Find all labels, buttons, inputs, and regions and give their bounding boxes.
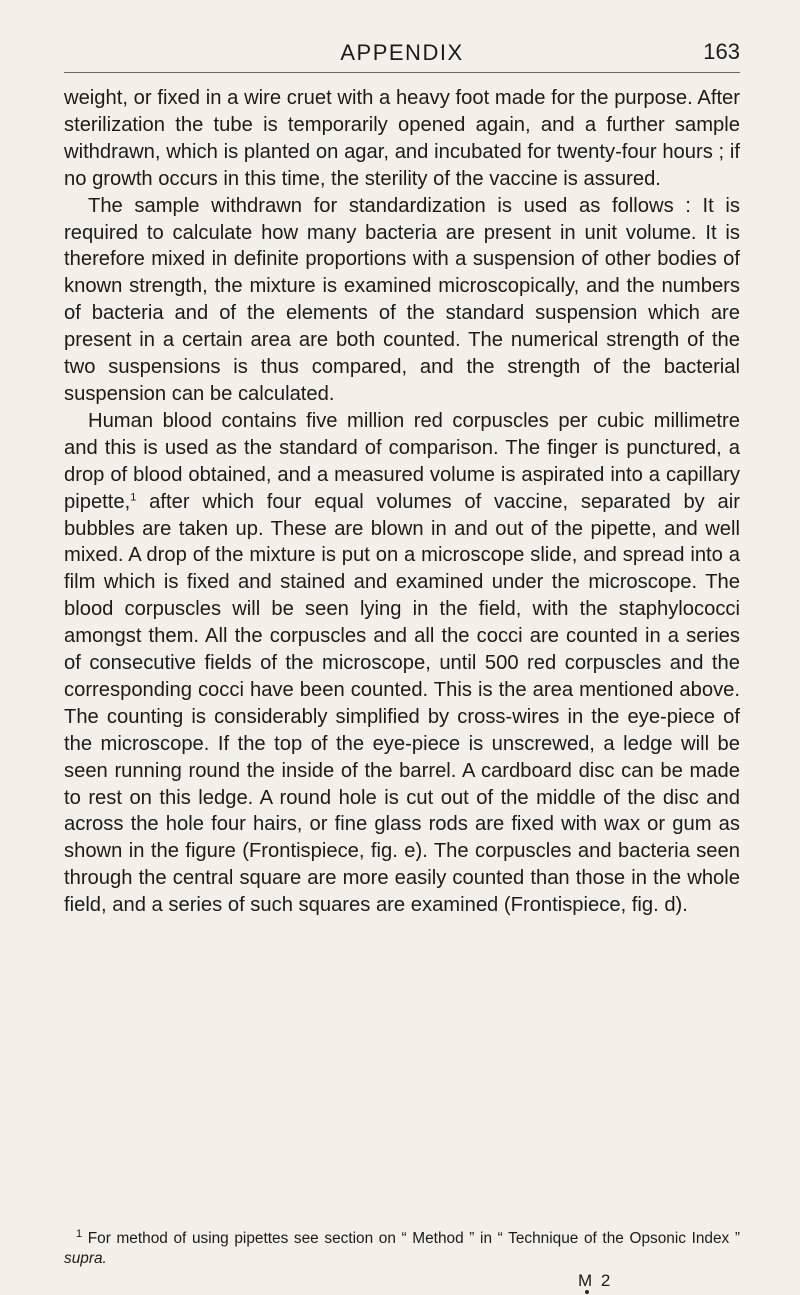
footnote: [64, 1229, 740, 1269]
footnote-reference: 1: [130, 490, 137, 503]
footnote-marker: 1: [76, 1227, 83, 1240]
footnote-text: For method of using pipettes see section on “ Method ” in “ Technique of the Opsonic Index ”: [82, 1230, 740, 1247]
ink-dot: [585, 1290, 589, 1294]
page-header: [64, 36, 740, 73]
paragraph-1: weight, or fixed in a wire cruet with a heavy foot made for the purpose. After sterilization the tube is temporarily opened again, and a further sample withdrawn, which is planted on agar, and incubated for twenty-four hours ; if no growth occurs in this time, the sterility of the vaccine is assured.: [64, 87, 740, 190]
paragraph-3-part-1: Human blood contains five million red corpuscles per cubic millimetre and this is used as the standard of comparison. The finger is punctured, a drop of blood obtained, and a measured volume is aspirated into a capillary pipette,: [64, 409, 740, 513]
paragraph-2: The sample withdrawn for standardization is used as follows : It is required to calculate how many bacteria are present in unit volume. It is therefore mixed in definite proportions with a suspension of other bodies of known strength, the mixture is examined microscopically, and the numbers of bacteria and of the elements of the standard suspension which are present in a certain area are both counted. The numerical strength of the two suspensions is thus compared, and the strength of the bacterial suspension can be calculated.: [64, 194, 740, 405]
running-head: APPENDIX: [340, 40, 464, 65]
paragraph-3: [64, 408, 740, 919]
paragraph-3-part-2: after which four equal volumes of vaccine, separated by air bubbles are taken up. These are blown in and out of the pipette, and well mixed. A drop of the mixture is put on a microscope slide, and spread into a film which is fixed and stained and examined under the microscope. The blood corpuscles will be seen lying in the field, with the staphylococci amongst them. All the corpuscles and all the cocci are counted in a series of consecutive fields of the microscope, until 500 red corpuscles and the corresponding cocci have been counted. This is the area mentioned above. The counting is considerably simplified by cross-wires in the eye-piece of the microscope. If the top of the eye-piece is unscrewed, a ledge will be seen running round the inside of the barrel. A cardboard disc can be made to rest on this ledge. A round hole is cut out of the middle of the disc and across the hole four hairs, or fine glass rods are fixed with wax or gum as shown in the figure (Frontispiece, fig. e). The corpuscles and bacteria seen through the central square are more easily counted than those in the whole field, and a series of such squares are examined (Frontispiece, fig. d).: [64, 490, 740, 917]
footnote-italic: supra.: [64, 1250, 107, 1267]
page-number: 163: [703, 39, 740, 64]
signature-mark: M 2: [578, 1271, 613, 1290]
body-text: [64, 85, 740, 919]
